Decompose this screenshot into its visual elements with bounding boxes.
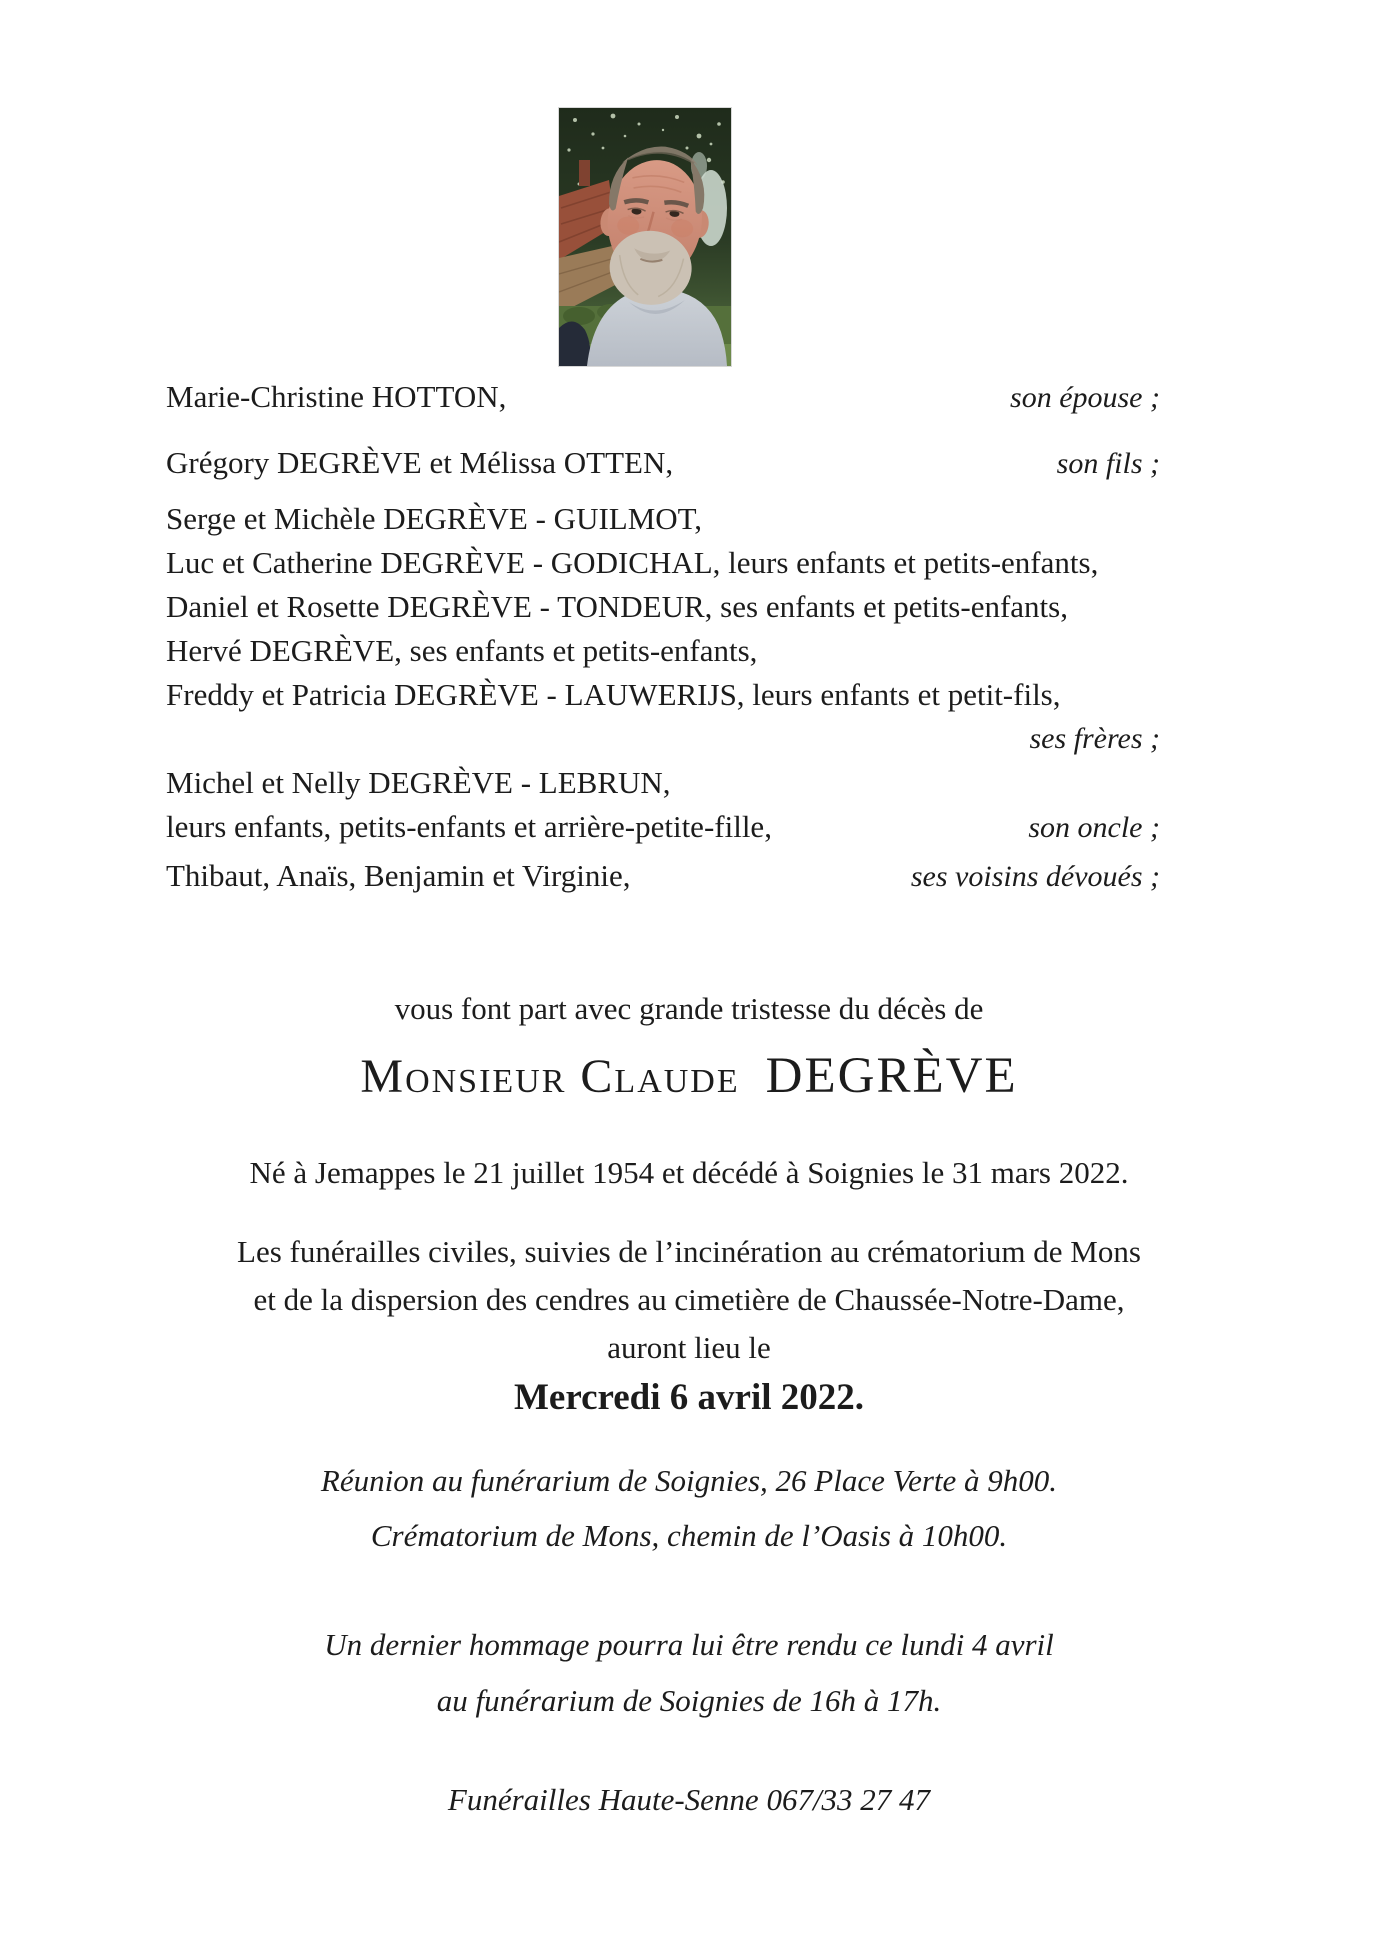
family-row-son	[166, 441, 1160, 486]
relation-label: ses voisins dévoués ;	[910, 860, 1160, 893]
relation-label: ses frères ;	[1029, 722, 1160, 755]
ceremony-date: Mercredi 6 avril 2022.	[513, 1377, 865, 1418]
ceremony-line: auront lieu le	[607, 1330, 771, 1365]
family-name: leurs enfants, petits-enfants et arrière-petite-fille,	[166, 809, 772, 844]
funeral-home-contact: Funérailles Haute-Senne 067/33 27 47	[447, 1782, 931, 1817]
family-name: Hervé DEGRÈVE, ses enfants et petits-enfants,	[166, 633, 758, 668]
tribute-line: Un dernier hommage pourra lui être rendu ce lundi 4 avril	[324, 1627, 1054, 1662]
family-row-spouse	[166, 375, 1160, 420]
crematorium-line: Crématorium de Mons, chemin de l’Oasis à 10h00.	[370, 1518, 1008, 1553]
announcement-section	[0, 987, 1378, 1822]
announcement-intro: vous font part avec grande tristesse du décès de	[394, 991, 984, 1026]
ceremony-line: et de la dispersion des cendres au cimetière de Chaussée-Notre-Dame,	[253, 1282, 1125, 1317]
relation-label: son fils ;	[1056, 447, 1160, 480]
deceased-surname: DEGRÈVE	[765, 1048, 1018, 1104]
family-row-neighbors	[166, 854, 1160, 899]
deceased-name-title	[0, 1045, 1378, 1108]
family-name: Grégory DEGRÈVE et Mélissa OTTEN,	[166, 445, 674, 480]
tribute-line: au funérarium de Soignies de 16h à 17h.	[436, 1683, 942, 1718]
birth-death-line: Né à Jemappes le 21 juillet 1954 et décédé à Soignies le 31 mars 2022.	[249, 1155, 1129, 1190]
meeting-line: Réunion au funérarium de Soignies, 26 Place Verte à 9h00.	[320, 1463, 1058, 1498]
family-name: Michel et Nelly DEGRÈVE - LEBRUN,	[166, 765, 671, 800]
family-list	[166, 375, 1160, 899]
ceremony-details	[0, 1228, 1378, 1372]
deceased-given-names: Monsieur Claude	[360, 1050, 740, 1103]
family-name: Daniel et Rosette DEGRÈVE - TONDEUR, ses enfants et petits-enfants,	[166, 589, 1068, 624]
family-name: Luc et Catherine DEGRÈVE - GODICHAL, leurs enfants et petits-enfants,	[166, 545, 1099, 580]
family-name: Marie-Christine HOTTON,	[166, 379, 507, 414]
ceremony-line: Les funérailles civiles, suivies de l’incinération au crématorium de Mons	[237, 1234, 1141, 1269]
family-name: Freddy et Patricia DEGRÈVE - LAUWERIJS, leurs enfants et petit-fils,	[166, 677, 1061, 712]
family-name: Thibaut, Anaïs, Benjamin et Virginie,	[166, 858, 631, 893]
relation-label: son oncle ;	[1028, 811, 1160, 844]
family-group-uncle	[166, 761, 1160, 850]
family-name: Serge et Michèle DEGRÈVE - GUILMOT,	[166, 501, 703, 536]
relation-label: son épouse ;	[1010, 381, 1160, 414]
portrait-photo	[558, 107, 732, 367]
family-group-brothers	[166, 497, 1160, 761]
